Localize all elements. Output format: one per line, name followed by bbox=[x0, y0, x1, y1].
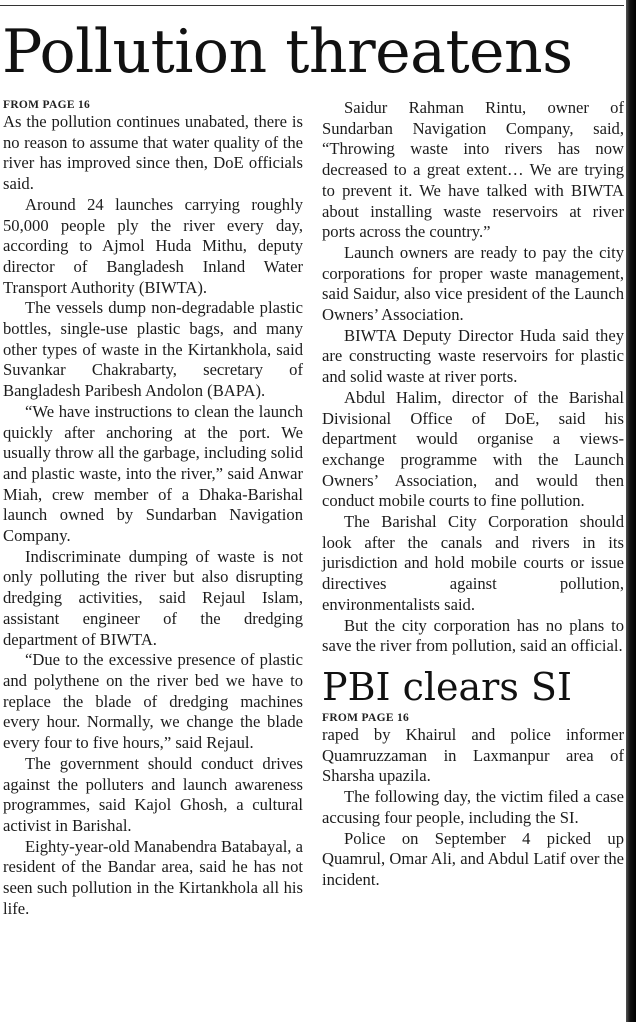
body-paragraph: Eighty-year-old Manabendra Batabayal, a resident of the Bandar area, said he has not seen such pollution in the Kirtankhola all his life. bbox=[3, 836, 303, 918]
body-paragraph: Launch owners are ready to pay the city corporations for proper waste management, said Saidur, also vice president of the Launch Owners’ Association. bbox=[322, 242, 624, 325]
left-column bbox=[3, 98, 303, 919]
body-paragraph: Around 24 launches carrying roughly 50,000 people ply the river every day, according to Ajmol Huda Mithu, deputy director of Bangladesh Inland Water Transport Authority (BIWTA). bbox=[3, 194, 303, 297]
body-paragraph: As the pollution continues unabated, there is no reason to assume that water quality of the river has improved since then, DoE officials said. bbox=[3, 112, 303, 194]
body-paragraph: BIWTA Deputy Director Huda said they are constructing waste reservoirs for plastic and solid waste at river ports. bbox=[322, 325, 624, 387]
body-paragraph: Saidur Rahman Rintu, owner of Sundarban Navigation Company, said, “Throwing waste into rivers has now decreased to a great extent… We are trying to prevent it. We have talked with BIWTA about installing waste reservoirs at river ports across the country.” bbox=[322, 98, 624, 242]
body-paragraph: The vessels dump non-degradable plastic bottles, single-use plastic bags, and many other types of waste in the Kirtankhola, said Suvankar Chakrabarty, secretary of Bangladesh Paribesh Andolon (BAPA). bbox=[3, 298, 303, 401]
right-column bbox=[322, 98, 624, 891]
body-paragraph: The government should conduct drives against the polluters and launch awareness programmes, said Kajol Ghosh, a cultural activist in Barishal. bbox=[3, 753, 303, 835]
body-paragraph: Police on September 4 picked up Quamrul, Omar Ali, and Abdul Latif over the incident. bbox=[322, 828, 624, 889]
second-article-headline: PBI clears SI bbox=[322, 664, 572, 709]
body-paragraph: raped by Khairul and police informer Quamruzzaman in Laxmanpur area of Sharsha upazila. bbox=[322, 724, 624, 786]
body-paragraph: The following day, the victim filed a case accusing four people, including the SI. bbox=[322, 787, 624, 827]
body-paragraph: “We have instructions to clean the launch quickly after anchoring at the port. We usually throw all the garbage, including solid and plastic waste, into the river,” said Anwar Miah, crew member of a Dhaka-Barishal launch owned by Sundarban Navigation Company. bbox=[3, 401, 304, 546]
page-edge-shadow bbox=[626, 0, 636, 1022]
body-paragraph: The Barishal City Corporation should look after the canals and rivers in its jurisdiction and hold mobile courts or issue directives against pollution, environmentalists said. bbox=[322, 512, 624, 614]
body-paragraph: But the city corporation has no plans to save the river from pollution, said an official. bbox=[322, 615, 624, 656]
article-headline: Pollution threatens bbox=[2, 17, 573, 87]
body-paragraph: Indiscriminate dumping of waste is not only polluting the river but also disrupting dredging activities, said Rejaul Islam, assistant engineer of the dredging department of BIWTA. bbox=[3, 546, 303, 649]
body-paragraph: “Due to the excessive presence of plastic and polythene on the river bed we have to replace the blade of dredging machines every hour. Normally, we change the blade every four to five hours,” said Rejaul. bbox=[3, 650, 303, 753]
second-jump-label: FROM PAGE 16 bbox=[322, 711, 410, 724]
body-paragraph: Abdul Halim, director of the Barishal Divisional Office of DoE, said his department would organise a views-exchange programme with the Launch Owners’ Association, and would then conduct mobile courts to fine pollution. bbox=[322, 387, 624, 511]
top-rule bbox=[0, 5, 624, 6]
jump-label: FROM PAGE 16 bbox=[3, 99, 91, 111]
